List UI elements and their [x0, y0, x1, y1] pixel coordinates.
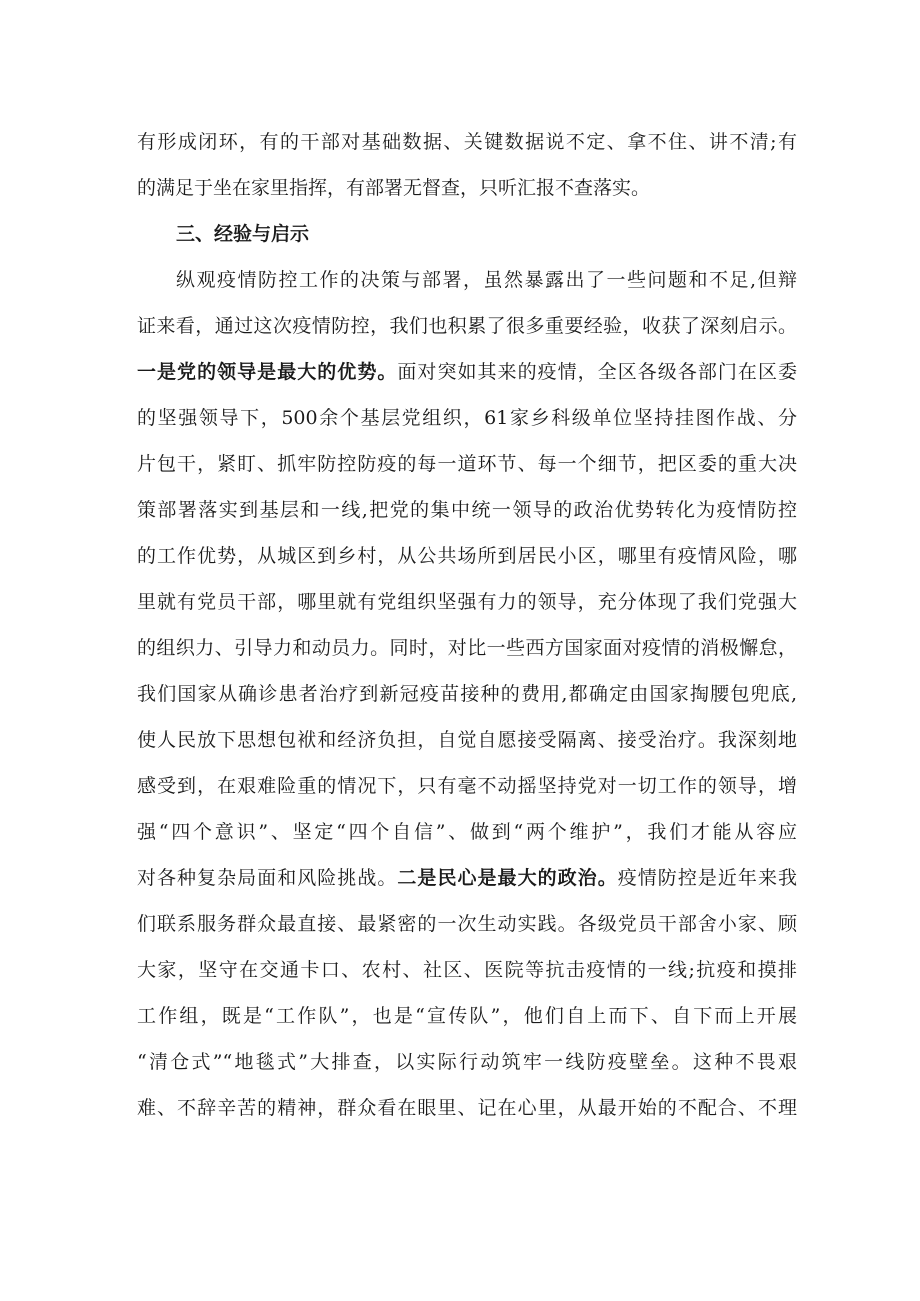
paragraph-line: 感受到，在艰难险重的情况下，只有毫不动摇坚持党对一切工作的领导，增: [137, 775, 797, 797]
section-heading: 三、经验与启示: [176, 223, 310, 245]
paragraph-line: 我们国家从确诊患者治疗到新冠疫苗接种的费用,都确定由国家掏腰包兜底,: [137, 683, 797, 705]
paragraph-line: 策部署落实到基层和一线,把党的集中统一领导的政治优势转化为疫情防控: [137, 499, 797, 521]
paragraph-line: 的组织力、引导力和动员力。同时，对比一些西方国家面对疫情的消极懈怠，: [137, 637, 797, 659]
paragraph-line: 片包干，紧盯、抓牢防控防疫的每一道环节、每一个细节，把区委的重大决: [137, 453, 797, 475]
bold-point-one: 一是党的领导是最大的优势。: [137, 361, 398, 383]
paragraph-line: 的坚强领导下，500余个基层党组织，61家乡科级单位坚持挂图作战、分: [137, 407, 797, 429]
paragraph-text: 对各种复杂局面和风险挑战。: [137, 867, 398, 889]
paragraph-line: 证来看，通过这次疫情防控，我们也积累了很多重要经验，收获了深刻启示。: [137, 315, 797, 337]
paragraph-line: 强“四个意识”、坚定“四个自信”、做到“两个维护”，我们才能从容应: [137, 821, 797, 843]
paragraph-text: 面对突如其来的疫情，全区各级各部门在区委: [397, 361, 797, 383]
paragraph-line: [137, 360, 797, 384]
paragraph-line: [137, 866, 797, 890]
paragraph-line: 纵观疫情防控工作的决策与部署，虽然暴露出了一些问题和不足,但辩: [176, 269, 797, 291]
paragraph-text: 疫情防控是近年来我: [617, 867, 797, 889]
paragraph-line: 的工作优势，从城区到乡村，从公共场所到居民小区，哪里有疫情风险，哪: [137, 545, 797, 567]
paragraph-line: “清仓式”“地毯式”大排查，以实际行动筑牢一线防疫壁垒。这种不畏艰: [137, 1051, 797, 1073]
paragraph-line: 使人民放下思想包袱和经济负担，自觉自愿接受隔离、接受治疗。我深刻地: [137, 729, 797, 751]
paragraph-line: 的满足于坐在家里指挥，有部署无督查，只听汇报不查落实。: [137, 177, 651, 199]
paragraph-line: 有形成闭环，有的干部对基础数据、关键数据说不定、拿不住、讲不清;有: [137, 131, 797, 153]
paragraph-line: 里就有党员干部，哪里就有党组织坚强有力的领导，充分体现了我们党强大: [137, 591, 797, 613]
paragraph-line: 难、不辞辛苦的精神，群众看在眼里、记在心里，从最开始的不配合、不理: [137, 1097, 797, 1119]
paragraph-line: 们联系服务群众最直接、最紧密的一次生动实践。各级党员干部舍小家、顾: [137, 913, 797, 935]
paragraph-line: 工作组，既是“工作队”，也是“宣传队”，他们自上而下、自下而上开展: [137, 1005, 797, 1027]
paragraph-line: 大家，坚守在交通卡口、农村、社区、医院等抗击疫情的一线;抗疫和摸排: [137, 959, 797, 981]
bold-point-two: 二是民心是最大的政治。: [397, 867, 618, 889]
